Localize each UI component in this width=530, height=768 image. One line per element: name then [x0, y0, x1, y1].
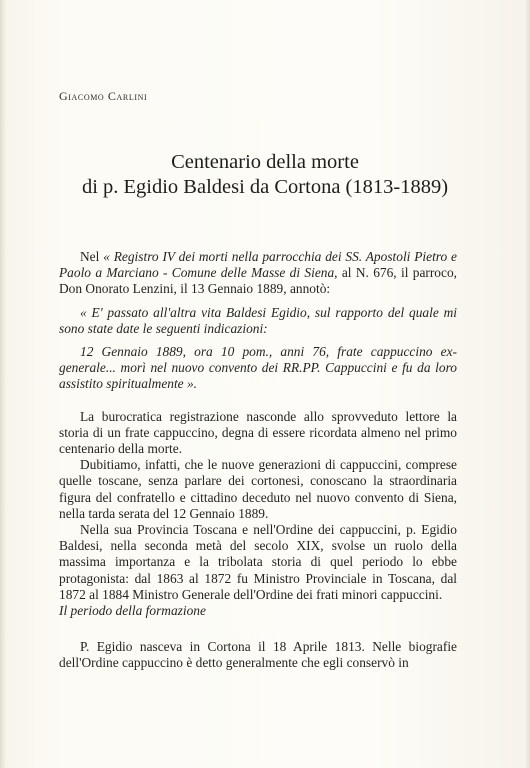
- quote-second: [59, 344, 457, 393]
- page-edge-shadow: [0, 0, 6, 768]
- title-line-1: Centenario della morte: [171, 151, 359, 173]
- quote-first-text: « E' passato all'altra vita Baldesi Egidio, sul rapporto del quale mi sono state date le seguenti indicazioni:: [59, 304, 457, 336]
- article-body: [59, 249, 457, 672]
- intro-tail: , al N. 676, il parroco, Don Onorato Lenzini, il 13 Gennaio 1889, annotò:: [59, 265, 457, 297]
- paragraph-5: P. Egidio nasceva in Cortona il 18 Aprile 1813. Nelle biografie dell'Ordine cappuccino è detto generalmente che egli conservò in: [59, 639, 457, 671]
- intro-lead: Nel: [80, 249, 104, 264]
- paragraph-3: Dubitiamo, infatti, che le nuove generazioni di cappuccini, comprese quelle toscane, senza parlare dei cortonesi, conoscano la straordinaria figura del confratello e cittadino deceduto nel nuovo convento di Siena, nella tarda serata del 12 Gennaio 1889.: [59, 457, 457, 521]
- quote-first: [59, 305, 457, 337]
- paragraph-4: Nella sua Provincia Toscana e nell'Ordine dei cappuccini, p. Egidio Baldesi, nella seconda metà del secolo XIX, svolse un ruolo della massima importanza e la tribolata storia di quel periodo lo ebbe protagonista: dal 1863 al 1872 fu Ministro Provinciale in Toscana, dal 1872 al 1884 Ministro Generale dell'Ordine dei frati minori cappuccini.: [59, 522, 457, 602]
- article-title: [20, 150, 510, 200]
- paragraph-intro: [59, 249, 457, 298]
- intro-register-citation: « Registro IV dei morti nella parrocchia dei SS. Apostoli Pietro e Paolo a Marciano - Comune delle Masse di Siena: [59, 249, 457, 281]
- quote-second-text: 12 Gennaio 1889, ora 10 pom., anni 76, frate cappuccino ex-generale... morì nel nuovo convento dei RR.PP. Cappuccini e fu da loro assistito spiritualmente ».: [59, 344, 457, 392]
- author-name: Giacomo Carlini: [59, 89, 148, 103]
- section-heading: Il periodo della formazione: [59, 603, 206, 619]
- paragraph-2: La burocratica registrazione nasconde allo sprovveduto lettore la storia di un frate cappuccino, degna di essere ricordata almeno nel primo centenario della morte.: [59, 408, 457, 457]
- title-line-2: di p. Egidio Baldesi da Cortona (1813-1889): [81, 176, 449, 198]
- page-edge-shadow-right: [525, 0, 530, 768]
